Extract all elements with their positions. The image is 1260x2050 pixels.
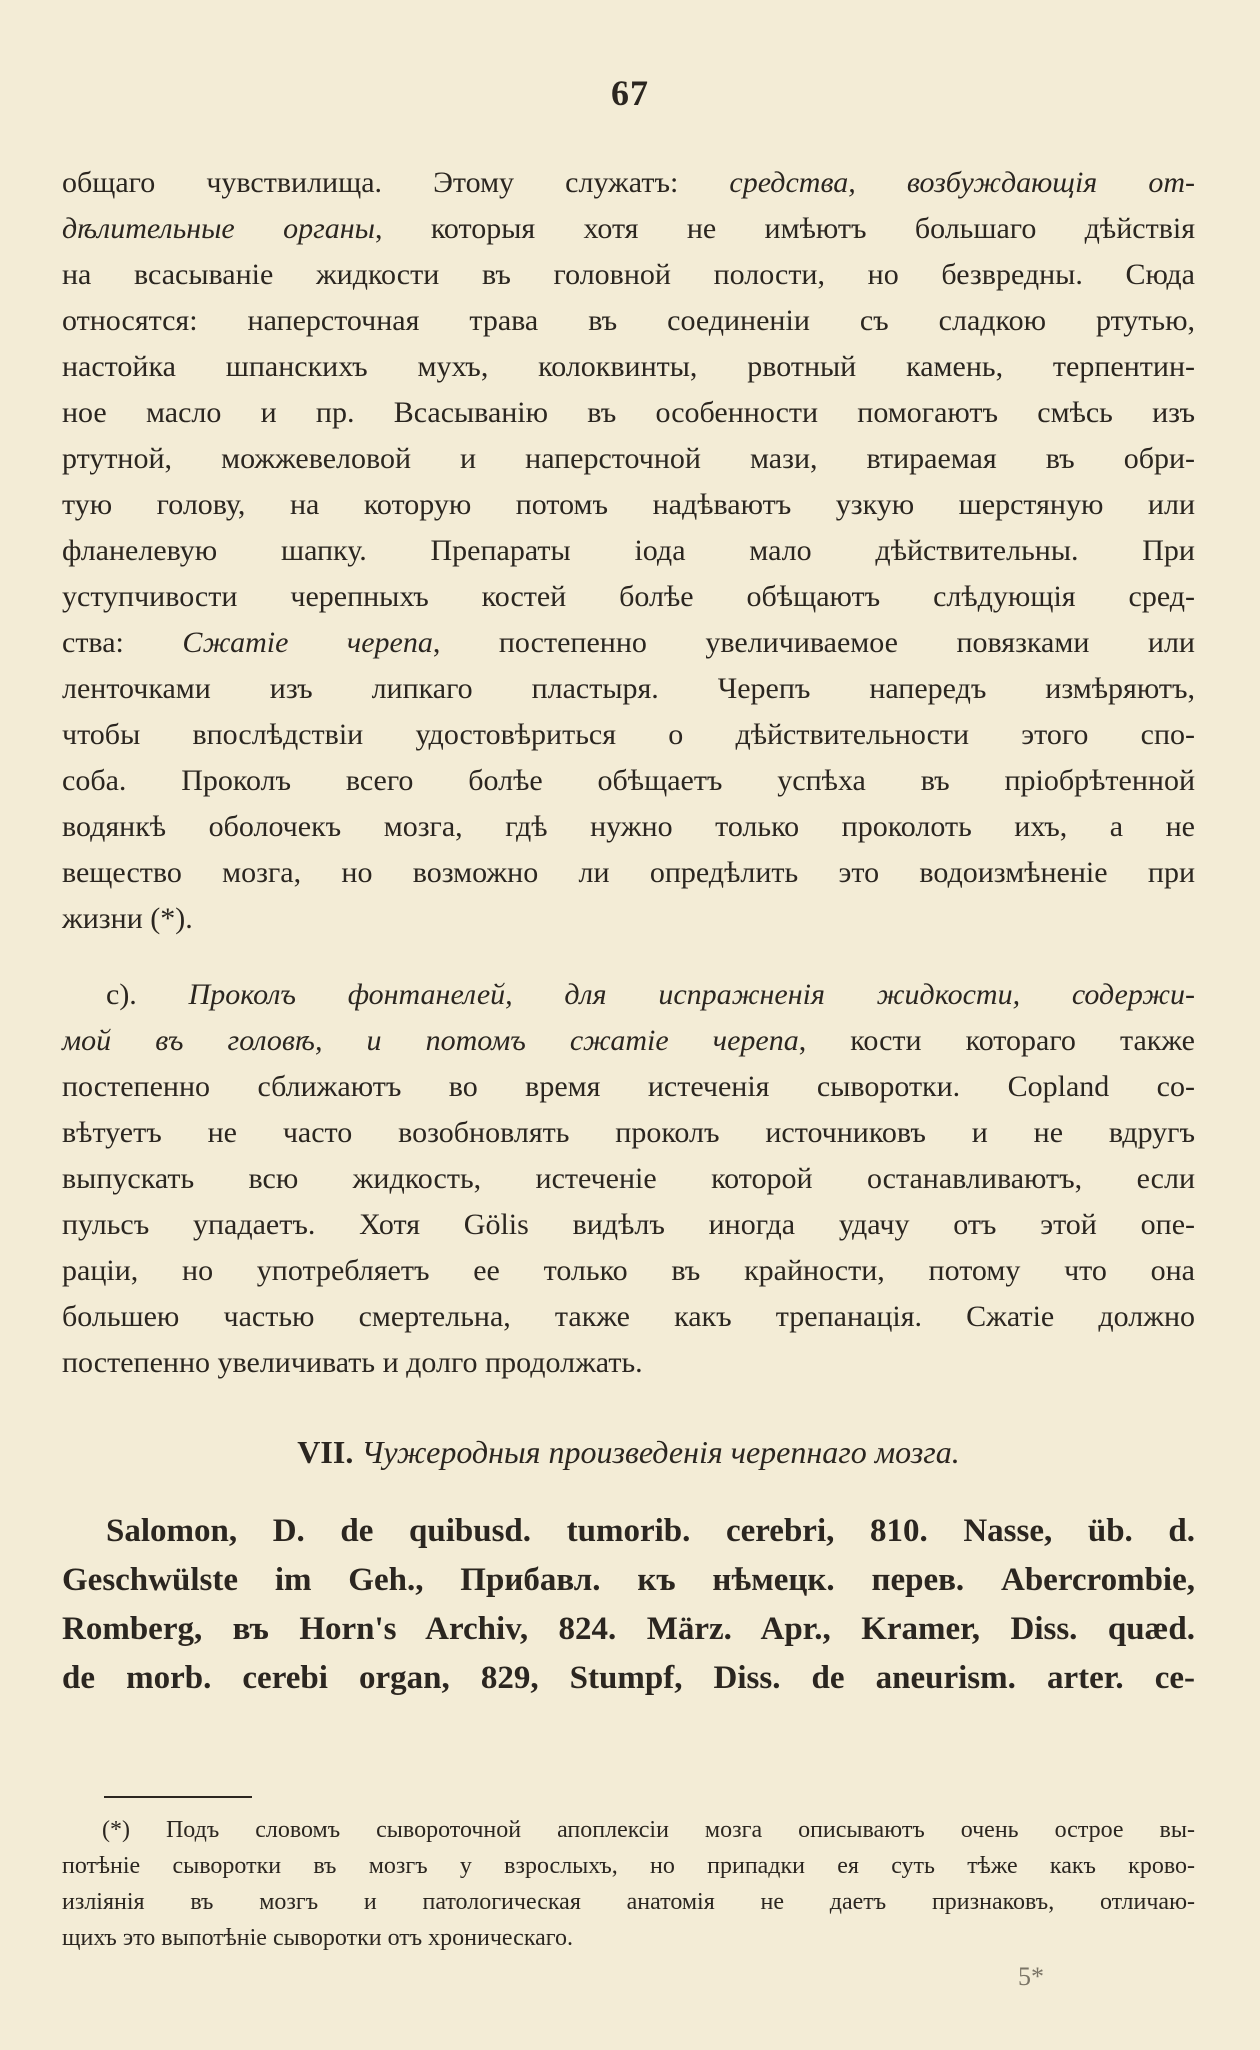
text-line: уступчивости черепныхъ костей болѣе обѣщаютъ слѣдующія сред- [62,580,1195,613]
paragraph-fontanelle-puncture [62,972,1195,1386]
text-line: ства: Сжатіе черепа, постепенно увеличиваемое повязками или [62,626,1195,659]
text-line: тую голову, на которую потомъ надѣваютъ узкую шерстяную или [62,488,1195,521]
text-line: ное масло и пр. Всасыванію въ особенности помогаютъ смѣсь изъ [62,396,1195,429]
text-line: ленточками изъ липкаго пластыря. Черепъ напередъ измѣряютъ, [62,672,1195,705]
text-line: Geschwülste im Geh., Прибавл. къ нѣмецк. перев. Abercrombie, [62,1562,1195,1598]
footnote-rule [104,1796,252,1798]
text-line: пульсъ упадаетъ. Хотя Gölis видѣлъ иногда удачу отъ этой опе- [62,1208,1195,1241]
text-line: выпускать всю жидкость, истеченіе которой останавливаютъ, если [62,1162,1195,1195]
text-line: вѣтуетъ не часто возобновлять проколъ источниковъ и не вдругъ [62,1116,1195,1149]
text-line: раціи, но употребляетъ ее только въ крайности, потому что она [62,1254,1195,1287]
text-line: жизни (*). [62,902,193,935]
signature-mark: 5* [1018,1962,1044,1991]
section-title: Чужеродныя произведенія черепнаго мозга. [361,1434,960,1470]
text-line: на всасываніе жидкости въ головной полости, но безвредны. Сюда [62,258,1195,291]
section-heading [62,1434,1195,1471]
text-line: водянкѣ оболочекъ мозга, гдѣ нужно только проколоть ихъ, а не [62,810,1195,843]
text-line: фланелевую шапку. Препараты іода мало дѣйствительны. При [62,534,1195,567]
text-line: настойка шпанскихъ мухъ, колоквинты, рвотный камень, терпентин- [62,350,1195,383]
text-line: постепенно сближаютъ во время истеченія сыворотки. Copland со- [62,1070,1195,1103]
text-line: относятся: наперсточная трава въ соединеніи съ сладкою ртутью, [62,304,1195,337]
text-line: de morb. cerebi organ, 829, Stumpf, Diss. de aneurism. arter. ce- [62,1660,1195,1696]
text-line: общаго чувствилища. Этому служатъ: средства, возбуждающія от- [62,166,1195,199]
section-number: VII. [297,1434,354,1470]
text-line: чтобы впослѣдствіи удостовѣриться о дѣйствительности этого спо- [62,718,1195,751]
text-line: Romberg, въ Horn's Archiv, 824. März. Apr., Kramer, Diss. quæd. [62,1611,1195,1647]
text-line: c). Проколъ фонтанелей, для испражненія жидкости, содержи- [106,978,1195,1011]
text-line: щихъ это выпотѣніе сыворотки отъ хроническаго. [62,1925,574,1951]
text-line: ртутной, можжевеловой и наперсточной мази, втираемая въ обри- [62,442,1195,475]
footnote [62,1812,1195,1956]
bibliography [62,1507,1195,1703]
text-line: изліянія въ мозгъ и патологическая анатомія не даетъ признаковъ, отличаю- [62,1889,1195,1915]
body-text [62,160,1195,1703]
text-line: постепенно увеличивать и долго продолжать. [62,1346,643,1379]
text-line: соба. Проколъ всего болѣе обѣщаетъ успѣха въ пріобрѣтенной [62,764,1195,797]
page-number: 67 [611,73,649,113]
text-line: мой въ головѣ, и потомъ сжатіе черепа, кости котораго также [62,1024,1195,1057]
text-line: дѣлительные органы, которыя хотя не имѣютъ большаго дѣйствія [62,212,1196,245]
text-line: потѣніе сыворотки въ мозгъ у взрослыхъ, но припадки ея суть тѣже какъ крово- [62,1853,1195,1879]
text-line: Salomon, D. de quibusd. tumorib. cerebri, 810. Nasse, üb. d. [106,1513,1195,1549]
text-line: большею частью смертельна, также какъ трепанація. Сжатіе должно [62,1300,1195,1333]
text-line: вещество мозга, но возможно ли опредѣлить это водоизмѣненіе при [62,856,1195,889]
paragraph-dropsy-treatment [62,160,1195,942]
text-line: (*) Подъ словомъ сывороточной апоплексіи мозга описываютъ очень острое вы- [102,1817,1195,1843]
